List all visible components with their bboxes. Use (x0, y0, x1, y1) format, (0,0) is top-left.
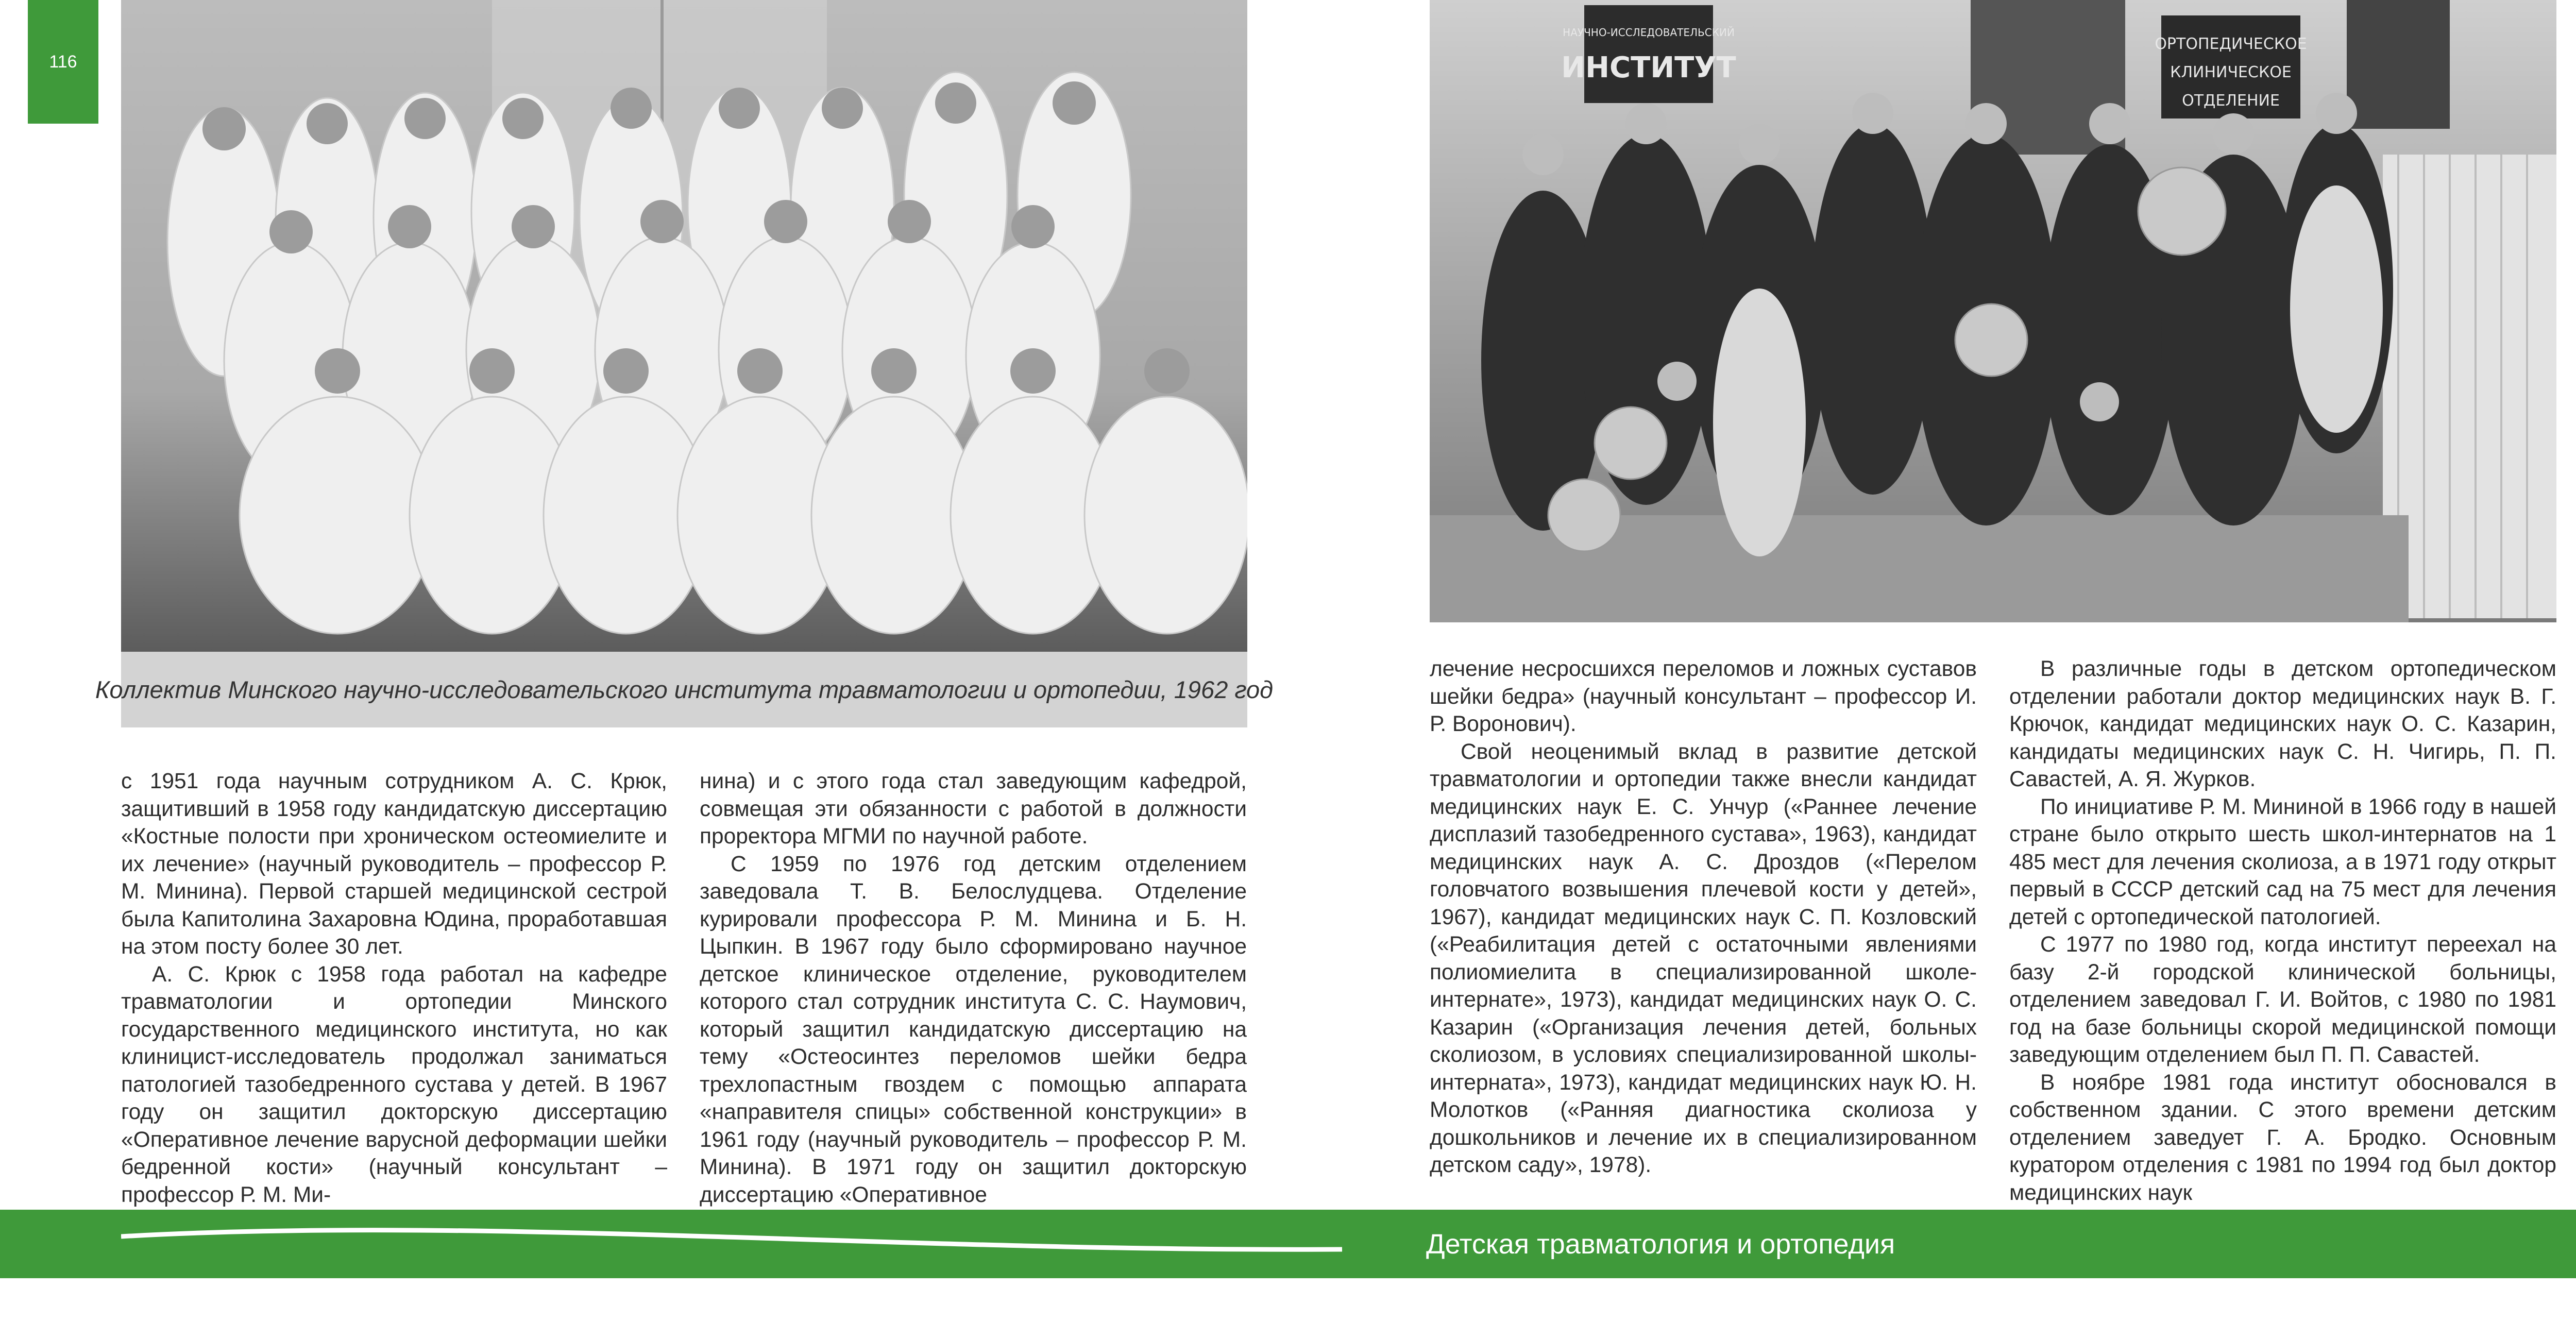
paragraph: В различные годы в детском ортопедическом отделении работали доктор медицинских наук В. Г. Крючок, кандидат медицинских наук О. С. Казарин, кандидаты медицинских наук С. Н. Чигирь, П. П. Савастей, А. Я. Журков. (2009, 657, 2556, 791)
paragraph: лечение несросшихся переломов и ложных суставов шейки бедра» (научный консультант – профессор И. Р. Воронович). (1430, 657, 1977, 736)
text-column-4 (2009, 655, 2556, 1207)
paragraph: По инициативе Р. М. Мининой в 1966 году в нашей стране было открыто шесть школ-интернатов на 1 485 мест для лечения сколиоза, а в 1971 году открыт первый в СССР детский сад на 75 мест для лечения детей с ортопедической патологией. (2009, 794, 2556, 929)
group-photo-building-entrance (1430, 0, 2556, 622)
text-column-1 (121, 768, 667, 1209)
footer-swoosh-decoration (121, 1221, 1342, 1267)
paragraph: с 1951 года научным сотрудником А. С. Крюк, защитивший в 1958 году кандидатскую диссертацию «Костные полости при хроническом остеомиелите и их лечение» (научный руководитель – профессор Р. М. Минина). Первой старшей медицинской сестрой была Капитолина Захаровна Юдина, проработавшая на этом посту более 30 лет. (121, 769, 667, 959)
figure-caption-bar (95, 652, 1274, 727)
department-sign-line2: КЛИНИЧЕСКОЕ (2170, 63, 2292, 81)
paragraph: В ноябре 1981 года институт обосновался в собственном здании. С этого времени детским отделением заведует Г. А. Бродко. Основным куратором отделения с 1981 по 1994 год был доктор медицинских наук (2009, 1070, 2556, 1205)
institute-sign-main: ИНСТИТУТ (1561, 51, 1736, 84)
paragraph: С 1977 по 1980 год, когда институт переехал на базу 2-й городской клинической больницы, отделением заведовал Г. И. Войтов, с 1980 по 1981 год на базе больницы скорой медицинской помощи заведующим отделением был П. П. Савастей. (2009, 933, 2556, 1067)
running-footer-title: Детская травматология и ортопедия (1426, 1228, 1895, 1260)
text-column-2 (700, 768, 1247, 1209)
institute-sign-top: НАУЧНО-ИССЛЕДОВАТЕЛЬСКИЙ (1563, 26, 1735, 39)
paragraph: С 1959 по 1976 год детским отделением заведовала Т. В. Белослудцева. Отделение курировали профессора Р. М. Минина и Б. Н. Цыпкин. В 1967 году было сформировано научное детское клиническое отделение, руководителем которого стал сотрудник института С. С. Наумович, который защитил кандидатскую диссертацию на тему «Остеосинтез переломов шейки бедра трехлопастным гвоздем с помощью аппарата «направителя спицы» собственной конструкции» в 1961 году (научный руководитель – профессор Р. М. Минина). В 1971 году он защитил докторскую диссертацию «Оперативное (700, 852, 1247, 1207)
paragraph: А. С. Крюк с 1958 года работал на кафедре травматологии и ортопедии Минского государственного медицинского института, но как клиницист-исследователь продолжал заниматься патологией тазобедренного сустава у детей. В 1967 году он защитил докторскую диссертацию «Оперативное лечение варусной деформации шейки бедренной кости» (научный консультант – профессор Р. М. Ми- (121, 962, 667, 1207)
group-photo-staff (121, 0, 1247, 652)
text-column-3 (1430, 655, 1977, 1179)
paragraph: Свой неоценимый вклад в развитие детской травматологии и ортопедии также внесли кандидат медицинских наук Е. С. Унчур («Раннее лечение дисплазий тазобедренного сустава», 1963), кандидат медицинских наук А. С. Дроздов («Перелом головчатого возвышения плечевой кости у детей», 1967), кандидат медицинских наук С. П. Козловский («Реабилитация детей с остаточными явлениями полиомиелита в специализированной школе-интернате», 1973), кандидат медицинских наук О. С. Казарин («Организация лечения детей, больных сколиозом, в условиях специализированной школы-интерната», 1973), кандидат медицинских наук Ю. Н. Молотков («Ранняя диагностика сколиоза у дошкольников и лечение их в специализированном детском саду», 1978). (1430, 739, 1977, 1177)
page-number-left: 116 (28, 0, 98, 124)
department-sign-line1: ОРТОПЕДИЧЕСКОЕ (2155, 35, 2307, 53)
paragraph: нина) и с этого года стал заведующим кафедрой, совмещая эти обязанности с работой в должности проректора МГМИ по научной работе. (700, 769, 1247, 849)
department-sign-line3: ОТДЕЛЕНИЕ (2182, 92, 2280, 110)
figure-caption: Коллектив Минского научно-исследовательского института травматологии и ортопедии, 1962 год (95, 676, 1274, 703)
